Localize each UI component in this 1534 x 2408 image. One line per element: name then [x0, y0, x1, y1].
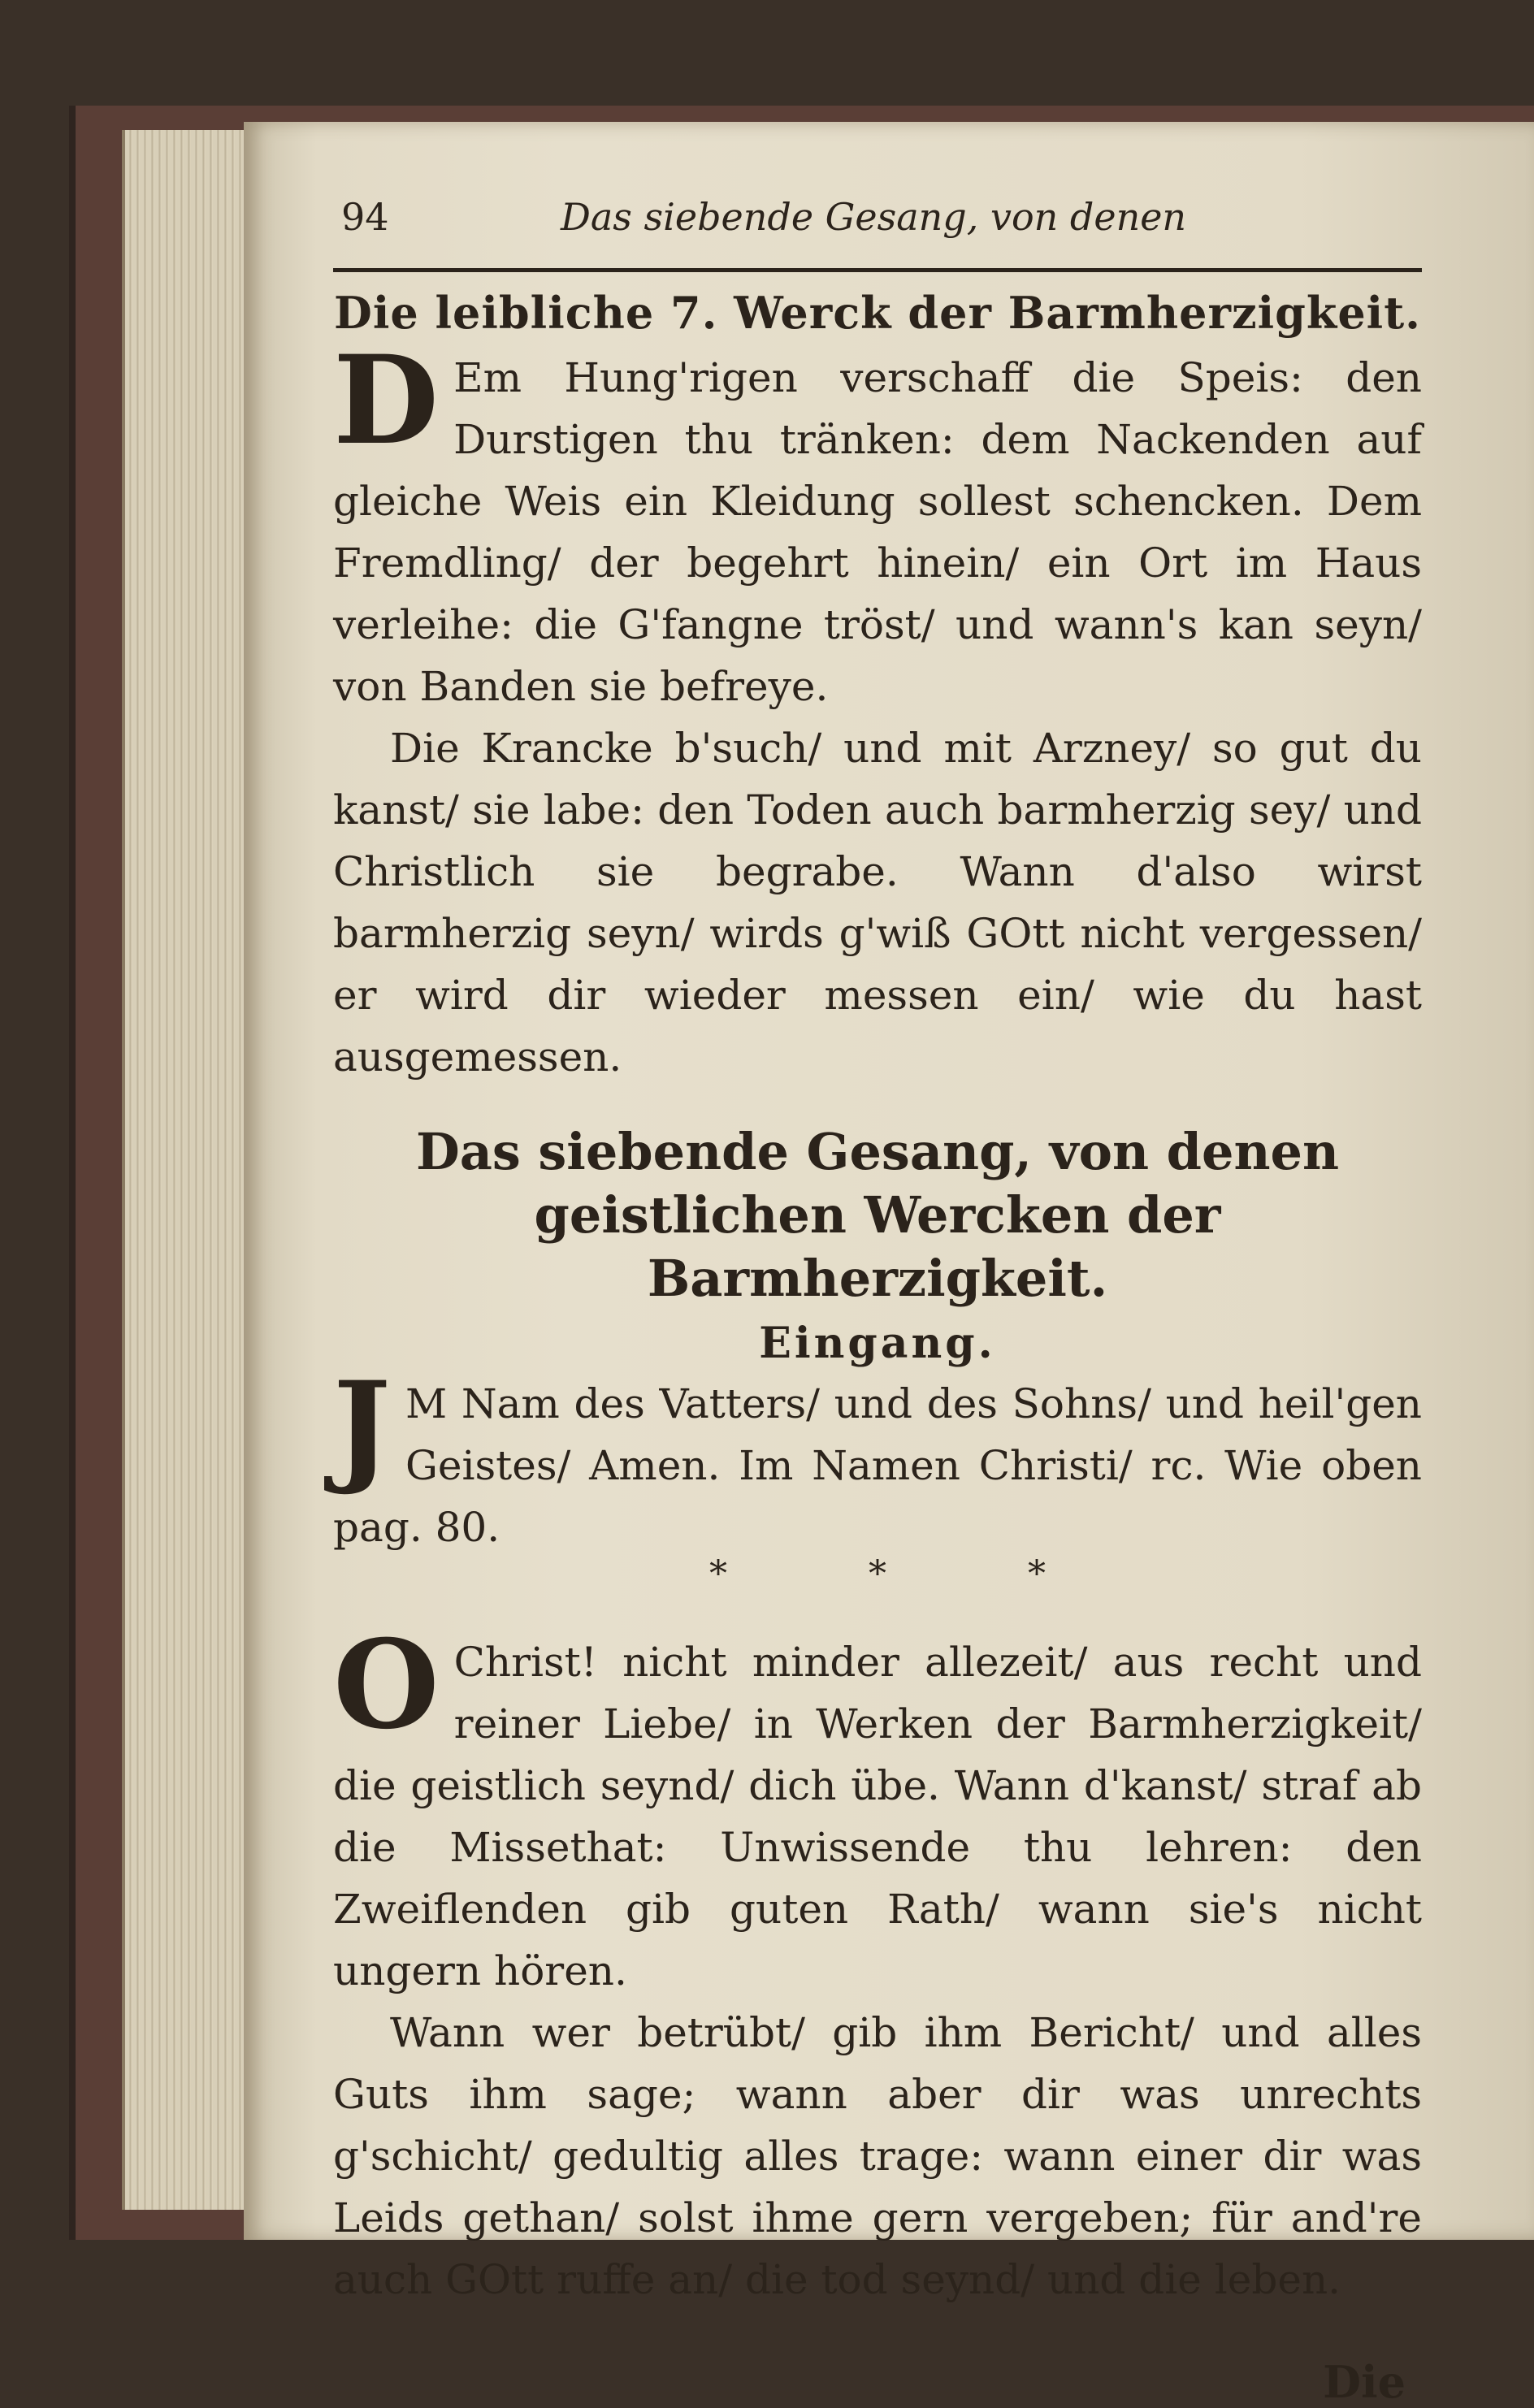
page-header: [333, 179, 1422, 272]
paragraph-text: Em Hung'rigen verschaff die Speis: den Durstigen thu tränken: dem Nackenden auf gleiche Weis ein Kleidung sollest schencken. Dem Fremdling/ der begehrt hinein/ ein Ort im Haus verleihe: die G'fangne tröst/ und wann's kan seyn/ von Banden sie befreye.: [333, 354, 1422, 710]
running-head: Das siebende Gesang, von denen: [561, 195, 1187, 239]
catchword-anchor: [333, 2311, 1422, 2408]
paragraph-5: Wann wer betrübt/ gib ihm Bericht/ und alles Guts ihm sage; wann aber dir was unrechts g'schicht/ gedultig alles trage: wann einer dir was Leids gethan/ solst ihme gern vergeben; für and're auch GOtt ruffe an/ die tod seynd/ und die leben.: [333, 2009, 1422, 2303]
book-page: [244, 122, 1534, 2408]
paragraph-1: [333, 329, 1422, 717]
chapter-subtitle: Eingang.: [759, 1319, 996, 1368]
drop-cap-d: D: [333, 329, 440, 472]
chapter-title: Das siebende Gesang, von denen geistlichen Wercken der Barmherzigkeit.: [415, 1122, 1340, 1308]
catchword: Die: [1323, 2356, 1406, 2408]
page-stack-edge: [122, 130, 263, 2210]
paragraph-text: M Nam des Vatters/ und des Sohns/ und heil'gen Geistes/ Amen. Im Namen Christi/ rc. Wie oben pag. 80.: [333, 1380, 1422, 1551]
section-title-corporal-works: Die leibliche 7. Werck der Barmherzigkeit.: [334, 287, 1421, 339]
page-text: [333, 179, 1422, 2408]
asterism: * * *: [709, 1553, 1111, 1595]
page-number: 94: [341, 195, 389, 239]
paragraph-3: [333, 1355, 1422, 1558]
drop-cap-j: J: [333, 1355, 391, 1498]
paragraph-2: Die Krancke b'such/ und mit Arzney/ so gut du kanst/ sie labe: den Toden auch barmherzig sey/ und Christlich sie begrabe. Wann d'also wirst barmherzig seyn/ wirds g'wiß GOtt nicht vergessen/ er wird dir wieder messen ein/ wie du hast ausgemessen.: [333, 725, 1422, 1081]
drop-cap-o: O: [333, 1613, 440, 1756]
paragraph-text: Christ! nicht minder allezeit/ aus recht und reiner Liebe/ in Werken der Barmherzigkeit/ die geistlich seynd/ dich übe. Wann d'kanst/ straf ab die Missethat: Unwissende thu lehren: den Zweiflenden gib guten Rath/ wann sie's nicht ungern hören.: [333, 1639, 1422, 1994]
paragraph-4: [333, 1613, 1422, 2002]
